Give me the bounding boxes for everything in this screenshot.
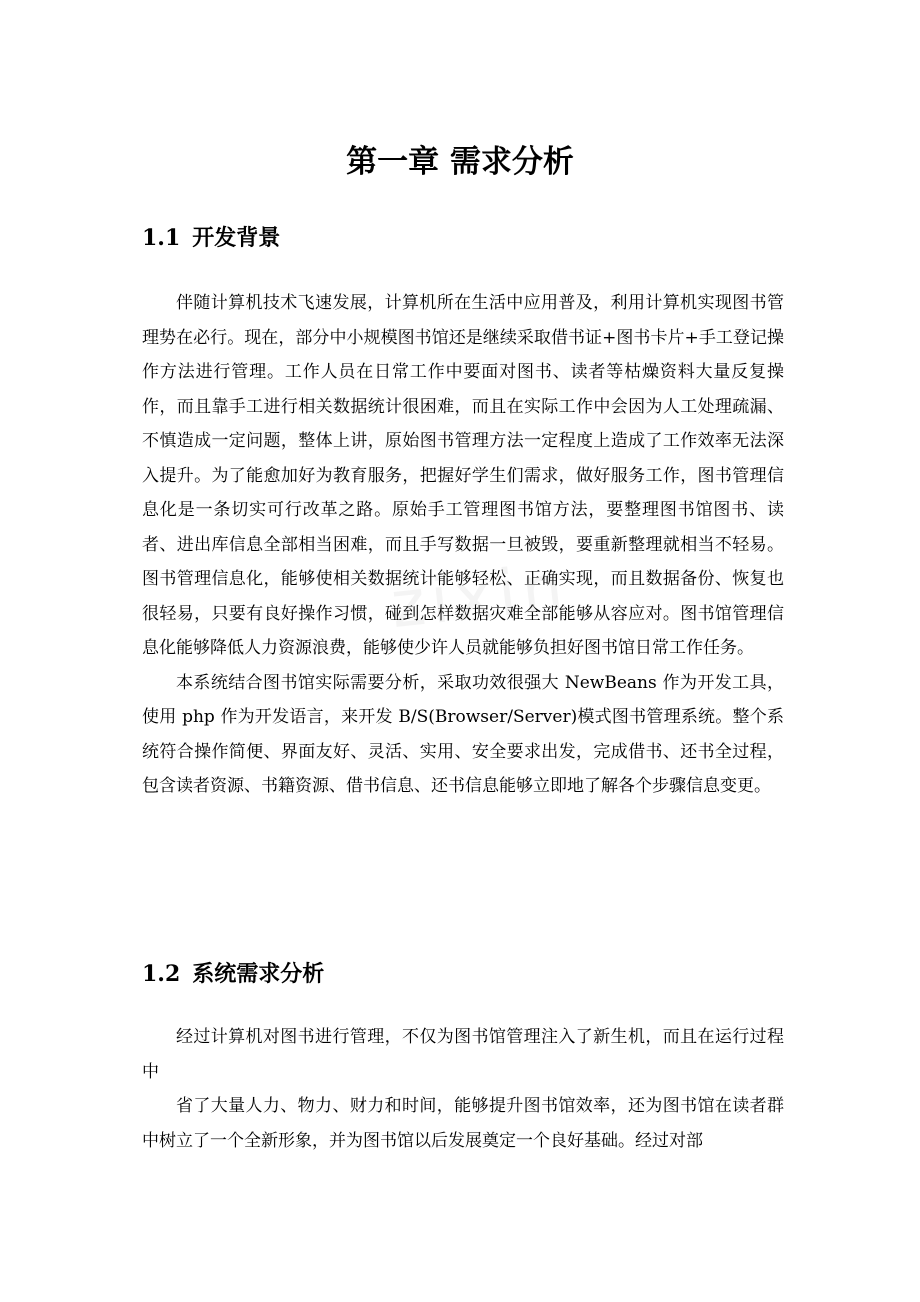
- paragraph: 省了大量人力、物力、财力和时间，能够提升图书馆效率，还为图书馆在读者群中树立了一个全新形象，并为图书馆以后发展奠定一个良好基础。经过对部: [142, 1096, 784, 1151]
- paragraph: 经过计算机对图书进行管理，不仅为图书馆管理注入了新生机，而且在运行过程中: [142, 1027, 784, 1082]
- section-1-1-body: [142, 286, 784, 804]
- paragraph: 伴随计算机技术飞速发展，计算机所在生活中应用普及，利用计算机实现图书管理势在必行。现在，部分中小规模图书馆还是继续采取借书证+图书卡片+手工登记操作方法进行管理。工作人员在日常工作中要面对图书、读者等枯燥资料大量反复操作，而且靠手工进行相关数据统计很困难，而且在实际工作中会因为人工处理疏漏、不慎造成一定问题，整体上讲，原始图书管理方法一定程度上造成了工作效率无法深入提升。为了能愈加好为教育服务，把握好学生们需求，做好服务工作，图书管理信息化是一条切实可行改革之路。原始手工管理图书馆方法，要整理图书馆图书、读者、进出库信息全部相当困难，而且手写数据一旦被毁，要重新整理就相当不轻易。图书管理信息化，能够使相关数据统计能够轻松、正确实现，而且数据备份、恢复也很轻易，只要有良好操作习惯，碰到怎样数据灾难全部能够从容应对。图书馆管理信息化能够降低人力资源浪费，能够使少许人员就能够负担好图书馆日常工作任务。: [142, 293, 784, 658]
- section-number: 1.1: [142, 225, 181, 251]
- section-1-2-body: [142, 1020, 784, 1158]
- watermark: zixin: [387, 550, 573, 644]
- section-heading-1-1: [142, 222, 782, 255]
- section-title: 开发背景: [192, 226, 281, 251]
- section-title: 系统需求分析: [192, 962, 325, 987]
- section-number: 1.2: [142, 961, 181, 987]
- paragraph: 本系统结合图书馆实际需要分析，采取功效很强大 NewBeans 作为开发工具，使用 php 作为开发语言，来开发 B/S(Browser/Server)模式图书管理系统。整个系统符合操作简便、界面友好、灵活、实用、安全要求出发，完成借书、还书全过程，包含读者资源、书籍资源、借书信息、还书信息能够立即地了解各个步骤信息变更。: [142, 672, 784, 796]
- chapter-title: 第一章 需求分析: [346, 144, 574, 180]
- section-heading-1-2: [142, 958, 782, 991]
